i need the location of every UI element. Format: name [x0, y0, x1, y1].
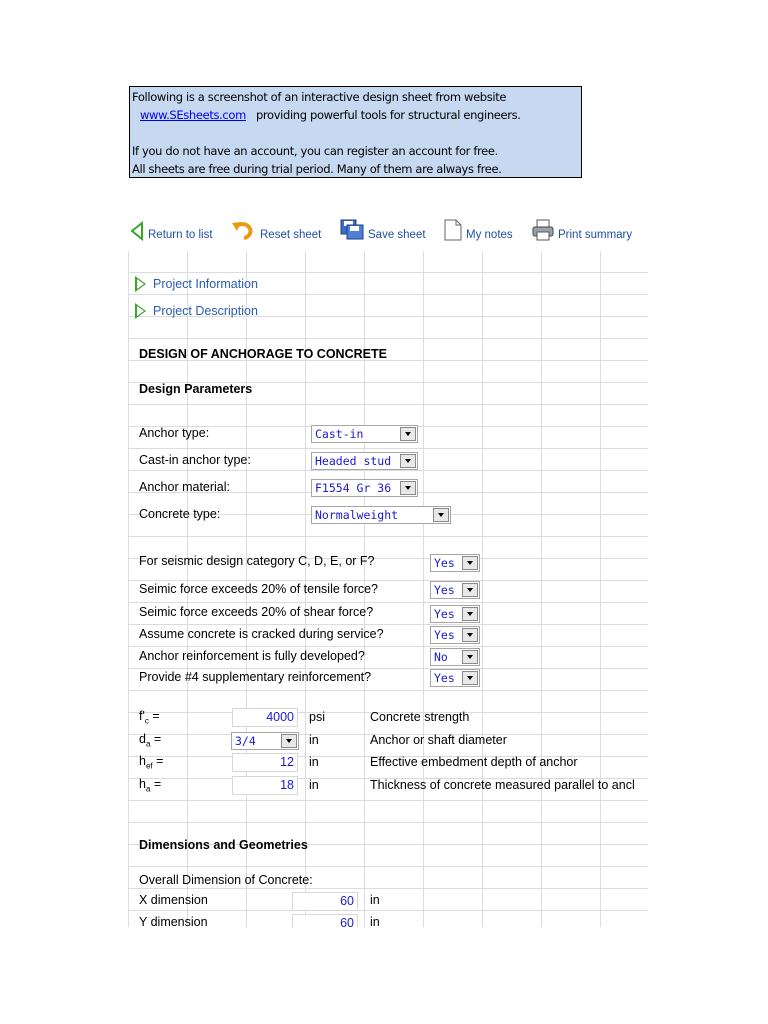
anchor-type-label: Anchor type: [139, 426, 210, 440]
cracked-concrete-label: Assume concrete is cracked during service? [139, 627, 384, 641]
cracked-concrete-select[interactable]: Yes [430, 626, 480, 644]
fc-unit: psi [309, 710, 325, 724]
seismic-shear-label: Seimic force exceeds 20% of shear force? [139, 605, 374, 619]
x-dimension-label: X dimension [139, 893, 208, 907]
banner-line-4: All sheets are free during trial period. Many of them are always free. [132, 162, 502, 176]
anchor-material-select[interactable]: F1554 Gr 36 [311, 479, 418, 497]
overall-dimension-label: Overall Dimension of Concrete: [139, 873, 313, 887]
y-dimension-unit: in [370, 915, 380, 927]
banner-line-3: If you do not have an account, you can register an account for free. [132, 144, 498, 158]
save-sheet-button[interactable] [340, 217, 426, 241]
project-information-label: Project Information [153, 277, 258, 291]
seismic-tensile-select[interactable]: Yes [430, 581, 480, 599]
anchor-material-label: Anchor material: [139, 480, 231, 494]
fc-description: Concrete strength [370, 710, 470, 724]
sheet-title: DESIGN OF ANCHORAGE TO CONCRETE [139, 347, 387, 361]
return-label: Return to list [148, 229, 213, 241]
seismic-tensile-label: Seimic force exceeds 20% of tensile force? [139, 582, 379, 596]
supplementary-reinforcement-select[interactable]: Yes [430, 669, 480, 687]
notes-label: My notes [466, 229, 513, 241]
reset-label: Reset sheet [260, 229, 322, 241]
project-information-toggle[interactable] [135, 276, 258, 292]
da-select[interactable]: 3/4 [231, 732, 299, 750]
save-disk-icon [340, 219, 364, 241]
ha-unit: in [309, 778, 319, 792]
anchor-reinforcement-label: Anchor reinforcement is fully developed? [139, 649, 365, 663]
ha-input[interactable]: 18 [232, 776, 298, 795]
return-to-list-button[interactable] [130, 217, 213, 241]
anchor-type-select[interactable]: Cast-in [311, 425, 418, 443]
dropdown-arrow-icon [462, 556, 478, 570]
y-dimension-input[interactable]: 60 [292, 914, 358, 927]
expand-triangle-icon [135, 276, 146, 292]
design-parameters-heading: Design Parameters [139, 382, 253, 396]
cast-in-anchor-type-label: Cast-in anchor type: [139, 453, 251, 467]
cast-in-anchor-type-select[interactable]: Headed stud [311, 452, 418, 470]
hef-symbol: $h_{ef}$ = [139, 754, 164, 771]
save-label: Save sheet [368, 229, 426, 241]
dropdown-arrow-icon [433, 508, 449, 522]
dropdown-arrow-icon [462, 671, 478, 685]
notes-page-icon [444, 219, 462, 241]
da-symbol: $d_a$ = [139, 732, 162, 749]
fc-symbol: $f'_c$ = [139, 709, 160, 726]
project-description-label: Project Description [153, 304, 258, 318]
x-dimension-unit: in [370, 893, 380, 907]
hef-input[interactable]: 12 [232, 753, 298, 772]
dropdown-arrow-icon [400, 454, 416, 468]
ha-description: Thickness of concrete measured parallel to ancl [370, 778, 635, 792]
undo-icon [232, 219, 256, 241]
banner-line-1: Following is a screenshot of an interactive design sheet from website [132, 90, 507, 104]
seismic-category-select[interactable]: Yes [430, 554, 480, 572]
expand-triangle-icon [135, 303, 146, 319]
dropdown-arrow-icon [462, 650, 478, 664]
info-banner [129, 86, 582, 178]
my-notes-button[interactable] [444, 217, 513, 241]
reset-sheet-button[interactable] [232, 217, 321, 241]
dropdown-arrow-icon [462, 583, 478, 597]
dimensions-heading: Dimensions and Geometries [139, 838, 308, 852]
banner-line-2: providing powerful tools for structural engineers. [255, 108, 521, 122]
print-summary-button[interactable] [532, 217, 632, 241]
dropdown-arrow-icon [462, 628, 478, 642]
x-dimension-input[interactable]: 60 [292, 892, 358, 911]
design-sheet [128, 205, 648, 927]
anchor-reinforcement-select[interactable]: No [430, 648, 480, 666]
da-description: Anchor or shaft diameter [370, 733, 507, 747]
dropdown-arrow-icon [400, 481, 416, 495]
fc-input[interactable]: 4000 [232, 708, 298, 727]
seismic-category-label: For seismic design category C, D, E, or F? [139, 554, 375, 568]
website-link[interactable]: www.SEsheets.com [140, 108, 246, 122]
ha-symbol: $h_a$ = [139, 777, 162, 794]
dropdown-arrow-icon [400, 427, 416, 441]
printer-icon [532, 219, 554, 241]
supplementary-reinforcement-label: Provide #4 supplementary reinforcement? [139, 670, 372, 684]
project-description-toggle[interactable] [135, 303, 258, 319]
back-arrow-icon [130, 221, 144, 241]
da-unit: in [309, 733, 319, 747]
seismic-shear-select[interactable]: Yes [430, 605, 480, 623]
dropdown-arrow-icon [462, 607, 478, 621]
hef-description: Effective embedment depth of anchor [370, 755, 578, 769]
dropdown-arrow-icon [281, 734, 297, 748]
print-label: Print summary [558, 229, 633, 241]
hef-unit: in [309, 755, 319, 769]
concrete-type-label: Concrete type: [139, 507, 221, 521]
y-dimension-label: Y dimension [139, 915, 208, 927]
concrete-type-select[interactable]: Normalweight [311, 506, 451, 524]
